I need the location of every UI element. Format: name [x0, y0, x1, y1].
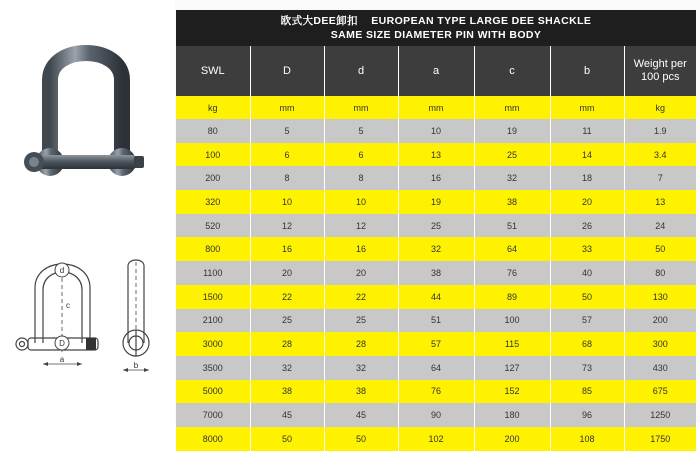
label-d: d — [59, 266, 65, 275]
table-cell: 200 — [176, 166, 250, 190]
table-cell: 10 — [398, 119, 474, 143]
table-row — [176, 214, 696, 238]
col-header-d: d — [324, 46, 398, 96]
table-cell: 96 — [550, 403, 624, 427]
table-cell: 68 — [550, 332, 624, 356]
table-cell: 115 — [474, 332, 550, 356]
label-b: b — [133, 361, 139, 370]
table-cell: 102 — [398, 427, 474, 451]
col-header-c: c — [474, 46, 550, 96]
table-header — [176, 10, 696, 46]
table-cell: 50 — [550, 285, 624, 309]
table-cell: 45 — [250, 403, 324, 427]
table-cell: 10 — [324, 190, 398, 214]
table-row — [176, 285, 696, 309]
table-cell: 1100 — [176, 261, 250, 285]
table-cell: 50 — [324, 427, 398, 451]
unit-cell: mm — [250, 96, 324, 119]
table-row — [176, 119, 696, 143]
table-cell: 7000 — [176, 403, 250, 427]
table-cell: 20 — [324, 261, 398, 285]
table-cell: 100 — [474, 309, 550, 333]
table-cell: 16 — [250, 237, 324, 261]
table-cell: 38 — [324, 380, 398, 404]
table-row — [176, 166, 696, 190]
table-cell: 11 — [550, 119, 624, 143]
table-cell: 180 — [474, 403, 550, 427]
table-cell: 28 — [324, 332, 398, 356]
col-header-D: D — [250, 46, 324, 96]
table-cell: 32 — [250, 356, 324, 380]
table-cell: 13 — [624, 190, 696, 214]
table-cell: 85 — [550, 380, 624, 404]
table-cell: 1750 — [624, 427, 696, 451]
table-cell: 108 — [550, 427, 624, 451]
shackle-photo — [22, 34, 150, 184]
table-cell: 76 — [474, 261, 550, 285]
table-cell: 32 — [324, 356, 398, 380]
table-cell: 38 — [250, 380, 324, 404]
unit-cell: mm — [474, 96, 550, 119]
left-panel — [0, 0, 175, 423]
table-cell: 25 — [398, 214, 474, 238]
table-cell: 44 — [398, 285, 474, 309]
table-cell: 40 — [550, 261, 624, 285]
table-cell: 50 — [624, 237, 696, 261]
spec-table — [176, 46, 696, 451]
table-cell: 13 — [398, 143, 474, 167]
table-cell: 130 — [624, 285, 696, 309]
table-subtitle: SAME SIZE DIAMETER PIN WITH BODY — [330, 29, 542, 41]
table-cell: 19 — [398, 190, 474, 214]
column-header-row — [176, 46, 696, 96]
table-cell: 22 — [324, 285, 398, 309]
units-row — [176, 96, 696, 119]
table-row — [176, 261, 696, 285]
label-D: D — [59, 339, 65, 348]
table-cell: 33 — [550, 237, 624, 261]
table-row — [176, 380, 696, 404]
table-cell: 51 — [398, 309, 474, 333]
table-cell: 5000 — [176, 380, 250, 404]
spec-table-panel — [176, 10, 696, 451]
table-cell: 20 — [550, 190, 624, 214]
table-row — [176, 309, 696, 333]
table-cell: 16 — [324, 237, 398, 261]
unit-cell: mm — [324, 96, 398, 119]
table-cell: 89 — [474, 285, 550, 309]
unit-cell: kg — [624, 96, 696, 119]
unit-cell: kg — [176, 96, 250, 119]
table-cell: 8000 — [176, 427, 250, 451]
table-cell: 675 — [624, 380, 696, 404]
col-header-a: a — [398, 46, 474, 96]
table-cell: 76 — [398, 380, 474, 404]
table-cell: 73 — [550, 356, 624, 380]
table-cell: 14 — [550, 143, 624, 167]
table-cell: 6 — [324, 143, 398, 167]
label-a: a — [59, 355, 65, 364]
table-cell: 32 — [398, 237, 474, 261]
table-cell: 1500 — [176, 285, 250, 309]
table-cell: 16 — [398, 166, 474, 190]
table-cell: 19 — [474, 119, 550, 143]
table-cell: 57 — [550, 309, 624, 333]
table-cell: 8 — [250, 166, 324, 190]
table-cell: 22 — [250, 285, 324, 309]
table-row — [176, 427, 696, 451]
table-row — [176, 356, 696, 380]
col-header-b: b — [550, 46, 624, 96]
col-header-swl: SWL — [176, 46, 250, 96]
table-cell: 1.9 — [624, 119, 696, 143]
table-cell: 12 — [250, 214, 324, 238]
table-cell: 1250 — [624, 403, 696, 427]
table-row — [176, 332, 696, 356]
table-cell: 25 — [324, 309, 398, 333]
unit-cell: mm — [398, 96, 474, 119]
table-cell: 50 — [250, 427, 324, 451]
table-cell: 12 — [324, 214, 398, 238]
table-cell: 10 — [250, 190, 324, 214]
table-cell: 200 — [624, 309, 696, 333]
table-cell: 57 — [398, 332, 474, 356]
table-cell: 24 — [624, 214, 696, 238]
table-cell: 38 — [474, 190, 550, 214]
table-row — [176, 237, 696, 261]
table-cell: 38 — [398, 261, 474, 285]
table-cell: 6 — [250, 143, 324, 167]
table-cell: 7 — [624, 166, 696, 190]
table-cell: 152 — [474, 380, 550, 404]
table-title: 欧式大DEE卸扣 EUROPEAN TYPE LARGE DEE SHACKLE — [280, 15, 592, 27]
technical-drawing — [10, 258, 175, 408]
table-cell: 5 — [324, 119, 398, 143]
table-cell: 520 — [176, 214, 250, 238]
table-cell: 8 — [324, 166, 398, 190]
table-cell: 3000 — [176, 332, 250, 356]
table-row — [176, 190, 696, 214]
table-row — [176, 143, 696, 167]
table-cell: 90 — [398, 403, 474, 427]
table-cell: 127 — [474, 356, 550, 380]
table-row — [176, 403, 696, 427]
table-cell: 80 — [624, 261, 696, 285]
table-cell: 64 — [398, 356, 474, 380]
table-cell: 100 — [176, 143, 250, 167]
table-cell: 800 — [176, 237, 250, 261]
table-cell: 5 — [250, 119, 324, 143]
table-cell: 25 — [474, 143, 550, 167]
table-cell: 32 — [474, 166, 550, 190]
table-cell: 2100 — [176, 309, 250, 333]
table-cell: 18 — [550, 166, 624, 190]
table-cell: 200 — [474, 427, 550, 451]
table-cell: 45 — [324, 403, 398, 427]
col-header-weight: Weight per 100 pcs — [624, 46, 696, 96]
label-c: c — [66, 301, 70, 310]
table-cell: 20 — [250, 261, 324, 285]
table-cell: 300 — [624, 332, 696, 356]
table-cell: 3500 — [176, 356, 250, 380]
table-cell: 320 — [176, 190, 250, 214]
table-cell: 28 — [250, 332, 324, 356]
table-cell: 3.4 — [624, 143, 696, 167]
table-cell: 26 — [550, 214, 624, 238]
table-cell: 51 — [474, 214, 550, 238]
unit-cell: mm — [550, 96, 624, 119]
table-cell: 25 — [250, 309, 324, 333]
table-cell: 80 — [176, 119, 250, 143]
table-cell: 430 — [624, 356, 696, 380]
table-cell: 64 — [474, 237, 550, 261]
